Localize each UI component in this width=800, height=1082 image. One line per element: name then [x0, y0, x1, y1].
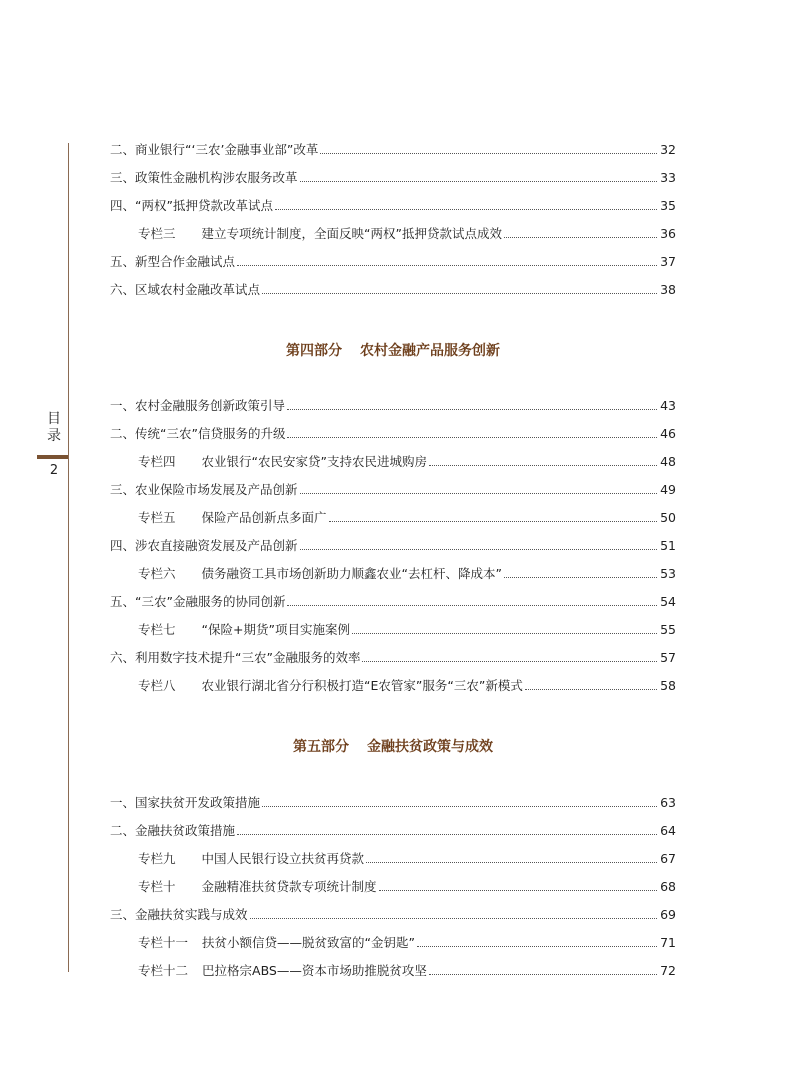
toc-leader-dots	[352, 633, 657, 634]
toc-leader-dots	[275, 209, 657, 210]
toc-box-label: 专栏四	[138, 454, 176, 469]
toc-leader-dots	[237, 834, 657, 835]
toc-leader-dots	[504, 237, 657, 238]
side-accent-bar	[37, 455, 68, 459]
toc-subentry[interactable]	[138, 562, 676, 582]
toc-entry-title: 扶贫小额信贷——脱贫致富的“金钥匙”	[202, 935, 415, 950]
section-part-label: 第五部分	[293, 739, 349, 755]
toc-subentry[interactable]	[138, 875, 676, 895]
toc-entry[interactable]	[110, 534, 676, 554]
toc-entry[interactable]	[110, 138, 676, 158]
toc-leader-dots	[429, 465, 657, 466]
toc-entry-title: 中国人民银行设立扶贫再贷款	[201, 851, 365, 866]
section-title: 农村金融产品服务创新	[360, 343, 500, 359]
toc-entry-page: 38	[660, 282, 676, 297]
toc-box-label: 专栏九	[138, 851, 176, 866]
toc-entry-page: 32	[660, 142, 676, 157]
toc-entry-page: 35	[660, 198, 676, 213]
toc-entry-page: 43	[660, 398, 676, 413]
toc-entry-title: 一、国家扶贫开发政策措施	[110, 795, 261, 810]
toc-leader-dots	[250, 918, 658, 919]
toc-entry-page: 53	[660, 566, 676, 581]
toc-entry-title: 四、“两权”抵押贷款改革试点	[110, 198, 273, 213]
toc-entry-title: 二、金融扶贫政策措施	[110, 823, 236, 838]
toc-subentry[interactable]	[138, 959, 676, 979]
toc-subentry[interactable]	[138, 506, 676, 526]
toc-entry[interactable]	[110, 590, 676, 610]
toc-entry-title: 四、涉农直接融资发展及产品创新	[110, 538, 298, 553]
toc-entry-title: 农业银行“农民安家贷”支持农民进城购房	[201, 454, 427, 469]
toc-entry-page: 68	[660, 879, 676, 894]
toc-leader-dots	[362, 661, 657, 662]
toc-entry-title: 巴拉格宗ABS——资本市场助推脱贫攻坚	[202, 963, 427, 978]
toc-subentry[interactable]	[138, 618, 676, 638]
toc-entry[interactable]	[110, 250, 676, 270]
toc-entry-page: 67	[660, 851, 676, 866]
toc-entry-title: 二、商业银行“‘三农’金融事业部”改革	[110, 142, 319, 157]
toc-box-label: 专栏七	[138, 622, 176, 637]
toc-box-label: 专栏五	[138, 510, 176, 525]
toc-box-label: 专栏十二	[138, 963, 189, 978]
toc-leader-dots	[262, 293, 657, 294]
toc-entry-title: “保险+期货”项目实施案例	[201, 622, 350, 637]
toc-entry-page: 72	[660, 963, 676, 978]
toc-leader-dots	[320, 153, 657, 154]
toc-leader-dots	[287, 605, 657, 606]
toc-leader-dots	[287, 437, 657, 438]
toc-entry-title: 六、区域农村金融改革试点	[110, 282, 261, 297]
toc-entry-page: 37	[660, 254, 676, 269]
toc-entry-title: 金融精准扶贫贷款专项统计制度	[201, 879, 377, 894]
toc-leader-dots	[300, 493, 658, 494]
page-number: 2	[49, 463, 59, 478]
toc-side-char-1: 目	[47, 411, 61, 427]
toc-leader-dots	[237, 265, 657, 266]
toc-leader-dots	[417, 946, 657, 947]
toc-box-label: 专栏八	[138, 678, 176, 693]
toc-leader-dots	[329, 521, 658, 522]
toc-box-label: 专栏十	[138, 879, 176, 894]
toc-entry-page: 57	[660, 650, 676, 665]
toc-entry[interactable]	[110, 903, 676, 923]
section-heading-part4	[110, 340, 676, 360]
toc-entry-page: 63	[660, 795, 676, 810]
toc-entry[interactable]	[110, 819, 676, 839]
toc-entry-title: 农业银行湖北省分行积极打造“E农管家”服务“三农”新模式	[201, 678, 523, 693]
toc-entry[interactable]	[110, 422, 676, 442]
toc-entry[interactable]	[110, 478, 676, 498]
toc-entry-title: 一、农村金融服务创新政策引导	[110, 398, 286, 413]
toc-entry-title: 五、新型合作金融试点	[110, 254, 236, 269]
toc-entry[interactable]	[110, 394, 676, 414]
toc-subentry[interactable]	[138, 222, 676, 242]
toc-entry[interactable]	[110, 166, 676, 186]
toc-entry-title: 五、“三农”金融服务的协同创新	[110, 594, 286, 609]
section-heading-part5	[110, 736, 676, 756]
toc-leader-dots	[262, 806, 657, 807]
toc-entry-page: 48	[660, 454, 676, 469]
toc-entry[interactable]	[110, 791, 676, 811]
toc-entry-page: 64	[660, 823, 676, 838]
toc-entry-page: 58	[660, 678, 676, 693]
toc-subentry[interactable]	[138, 674, 676, 694]
toc-entry-page: 71	[660, 935, 676, 950]
toc-entry-page: 36	[660, 226, 676, 241]
toc-leader-dots	[504, 577, 657, 578]
toc-entry-title: 三、金融扶贫实践与成效	[110, 907, 248, 922]
toc-leader-dots	[429, 974, 657, 975]
toc-box-label: 专栏六	[138, 566, 176, 581]
toc-entry-page: 54	[660, 594, 676, 609]
toc-leader-dots	[300, 181, 658, 182]
toc-leader-dots	[525, 689, 657, 690]
toc-entry-title: 建立专项统计制度，全面反映“两权”抵押贷款试点成效	[201, 226, 502, 241]
toc-entry-page: 69	[660, 907, 676, 922]
toc-entry[interactable]	[110, 278, 676, 298]
toc-entry-title: 债务融资工具市场创新助力顺鑫农业“去杠杆、降成本”	[201, 566, 502, 581]
toc-entry-page: 33	[660, 170, 676, 185]
toc-entry[interactable]	[110, 194, 676, 214]
toc-entry-page: 55	[660, 622, 676, 637]
toc-entry-title: 二、传统“三农”信贷服务的升级	[110, 426, 286, 441]
toc-entry[interactable]	[110, 646, 676, 666]
toc-box-label: 专栏三	[138, 226, 176, 241]
toc-subentry[interactable]	[138, 450, 676, 470]
toc-subentry[interactable]	[138, 847, 676, 867]
toc-subentry[interactable]	[138, 931, 676, 951]
toc-entry-title: 三、政策性金融机构涉农服务改革	[110, 170, 298, 185]
toc-leader-dots	[379, 890, 658, 891]
toc-leader-dots	[366, 862, 657, 863]
toc-side-label	[41, 411, 67, 445]
toc-entry-page: 51	[660, 538, 676, 553]
toc-entry-title: 六、利用数字技术提升“三农”金融服务的效率	[110, 650, 361, 665]
toc-box-label: 专栏十一	[138, 935, 189, 950]
toc-entry-page: 50	[660, 510, 676, 525]
section-title: 金融扶贫政策与成效	[367, 739, 493, 755]
margin-rule	[68, 143, 69, 972]
toc-leader-dots	[287, 409, 657, 410]
toc-entry-page: 49	[660, 482, 676, 497]
section-part-label: 第四部分	[286, 343, 342, 359]
toc-side-char-2: 录	[47, 428, 61, 444]
toc-entry-title: 保险产品创新点多面广	[201, 510, 327, 525]
toc-entry-title: 三、农业保险市场发展及产品创新	[110, 482, 298, 497]
toc-leader-dots	[300, 549, 658, 550]
toc-entry-page: 46	[660, 426, 676, 441]
